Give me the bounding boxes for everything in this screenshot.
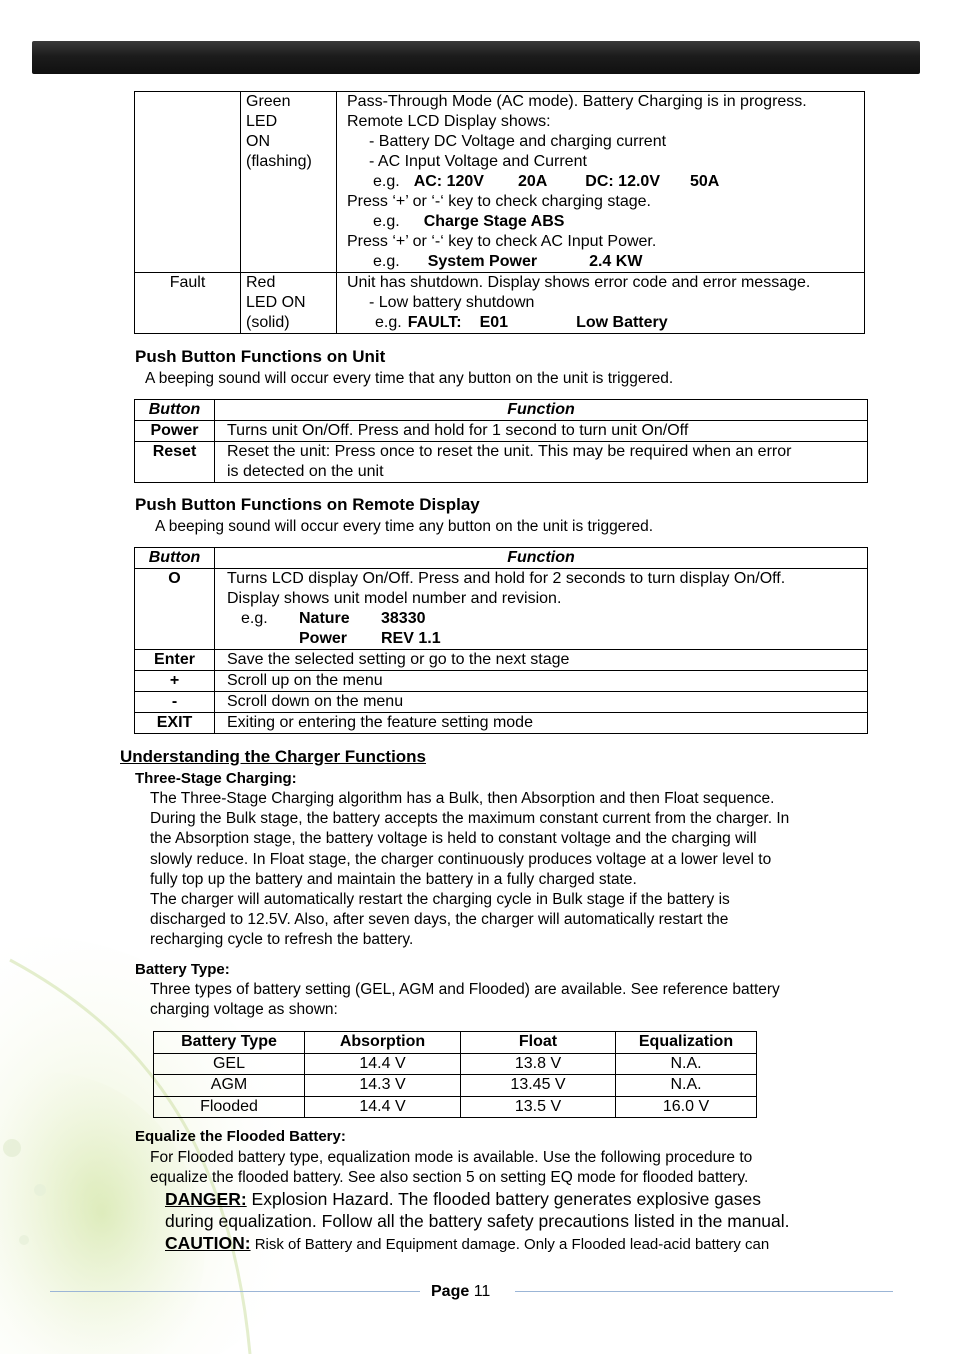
example-value: Low Battery [576,314,668,331]
description-line: Remote LCD Display shows: [347,113,551,130]
function-line: Turns LCD display On/Off. Press and hold for 2 seconds to turn display On/Off. [227,570,786,587]
example-line [347,313,859,333]
column-header: Function [215,548,868,569]
table-row [135,692,868,713]
three-stage-heading: Three-Stage Charging: [135,770,297,787]
paragraph-line: the Absorption stage, the battery voltage is held to constant voltage and the charging will [150,830,757,848]
description-line: Unit has shutdown. Display shows error code and error message. [347,274,811,291]
footer-divider-right [515,1291,893,1292]
unit-buttons-table [134,399,868,483]
paragraph-line: fully top up the battery and maintain the battery in a fully charged state. [150,870,637,888]
charger-section-title: Understanding the Charger Functions [120,747,427,766]
example-line [347,212,859,232]
button-name-cell: Reset [135,442,215,483]
battery-voltage-table [153,1031,757,1118]
paragraph-line: For Flooded battery type, equalization mode is available. Use the following procedure to [150,1149,753,1166]
example-line [347,252,859,272]
paragraph-line: The Three-Stage Charging algorithm has a Bulk, then Absorption and then Float sequence. [150,790,775,807]
led-line: (flashing) [246,153,312,170]
function-cell: Scroll down on the menu [215,692,868,713]
page-number [431,1282,490,1302]
remote-buttons-heading: Push Button Functions on Remote Display [135,495,480,514]
example-value: 2.4 KW [589,253,643,270]
led-line: LED [246,113,278,130]
battery-type-paragraph [150,980,880,1020]
table-row [135,442,868,483]
table-row [135,650,868,671]
bullet-line: - Low battery shutdown [369,294,535,311]
equalize-paragraph [150,1148,880,1188]
example-prefix: e.g. [373,253,400,270]
led-line: (solid) [246,314,290,331]
page-label: Page [431,1283,470,1300]
remote-buttons-note: A beeping sound will occur every time any button on the unit is triggered. [155,518,654,535]
example-value: E01 [479,314,509,331]
warning-block [165,1188,885,1256]
table-cell: AGM [154,1075,305,1097]
function-line: Display shows unit model number and revision. [227,590,562,607]
unit-buttons-note: A beeping sound will occur every time that any button on the unit is triggered. [145,370,674,387]
button-name-cell: Enter [135,650,215,671]
status-led-table [134,91,865,334]
led-line: Red [246,274,276,291]
paragraph-line: Three types of battery setting (GEL, AGM and Flooded) are available. See reference battery [150,981,780,998]
table-row [135,273,865,334]
example-value: 20A [517,173,548,190]
table-cell: 13.8 V [461,1053,616,1075]
column-header: Absorption [305,1032,461,1054]
led-line: Green [246,93,291,110]
status-cell [135,92,241,273]
table-cell: 14.3 V [305,1075,461,1097]
table-row [135,421,868,442]
function-cell: Scroll up on the menu [215,671,868,692]
function-cell: Exiting or entering the feature setting mode [215,713,868,734]
table-row [154,1096,757,1118]
table-cell: 13.45 V [461,1075,616,1097]
button-name-cell: EXIT [135,713,215,734]
example-prefix: e.g. [373,173,400,190]
table-cell: N.A. [616,1075,757,1097]
status-cell: Fault [135,273,241,334]
column-header: Equalization [616,1032,757,1054]
example-value: FAULT: [407,314,462,331]
table-cell: 14.4 V [305,1053,461,1075]
led-cell [241,273,337,334]
description-line: Pass-Through Mode (AC mode). Battery Charging is in progress. [347,93,807,110]
table-row [135,671,868,692]
paragraph-line: charging voltage as shown: [150,1001,338,1019]
danger-label: DANGER: [165,1189,247,1209]
example-line [347,172,859,192]
button-name-cell: O [135,569,215,650]
button-name-cell: Power [135,421,215,442]
caution-label: CAUTION: [165,1233,251,1253]
table-row [154,1075,757,1097]
led-cell [241,92,337,273]
example-value: DC: 12.0V [585,173,660,190]
column-header: Button [135,548,215,569]
table-cell: GEL [154,1053,305,1075]
led-line: LED ON [246,294,306,311]
equalize-heading: Equalize the Flooded Battery: [135,1128,346,1145]
caution-text: Risk of Battery and Equipment damage. Only a Flooded lead-acid battery can [250,1236,770,1253]
example-value: 38330 [381,610,426,627]
example-value: REV 1.1 [381,630,441,647]
function-line: is detected on the unit [227,463,384,480]
button-name-cell: + [135,671,215,692]
danger-text: Explosion Hazard. The flooded battery generates explosive gases [246,1189,761,1209]
bullet-line: - AC Input Voltage and Current [369,153,587,170]
column-header: Battery Type [154,1032,305,1054]
danger-line [165,1188,885,1210]
bullet-line: - Battery DC Voltage and charging current [369,133,667,150]
function-line: Reset the unit: Press once to reset the unit. This may be required when an error [227,443,792,460]
table-header-row [154,1032,757,1054]
led-line: ON [246,133,270,150]
table-cell: 14.4 V [305,1096,461,1118]
table-row [135,92,865,273]
battery-type-heading: Battery Type: [135,961,230,978]
example-prefix: e.g. [375,314,402,331]
danger-line: during equalization. Follow all the battery safety precautions listed in the manual. [165,1211,790,1231]
header-bar [32,41,920,74]
function-cell [215,442,868,483]
table-cell: 13.5 V [461,1096,616,1118]
function-cell: Turns unit On/Off. Press and hold for 1 second to turn unit On/Off [215,421,868,442]
table-header-row [135,548,868,569]
table-row [154,1053,757,1075]
table-cell: 16.0 V [616,1096,757,1118]
caution-line [165,1232,885,1256]
remote-buttons-table [134,547,868,734]
paragraph-line: slowly reduce. In Float stage, the charger continuously produces voltage at a lower level to [150,850,772,868]
paragraph-line: The charger will automatically restart the charging cycle in Bulk stage if the battery is [150,891,730,909]
paragraph-line: During the Bulk stage, the battery accepts the maximum constant current from the charger. In [150,810,790,828]
footer-divider-left [50,1291,420,1292]
example-line [227,609,862,629]
paragraph-line: recharging cycle to refresh the battery. [150,931,414,949]
example-prefix: e.g. [241,610,268,627]
column-header: Function [215,400,868,421]
function-cell [215,569,868,650]
page-number-value: 11 [473,1283,491,1300]
example-line [227,629,862,649]
column-header: Button [135,400,215,421]
example-value: Charge Stage ABS [423,213,565,230]
table-row [135,569,868,650]
description-line: Press ‘+’ or ‘-‘ key to check charging stage. [347,193,651,210]
table-row [135,713,868,734]
paragraph-line: discharged to 12.5V. Also, after seven days, the charger will automatically restart the [150,911,729,929]
example-value: Nature [299,610,350,627]
paragraph-line: equalize the flooded battery. See also section 5 on setting EQ mode for flooded battery. [150,1169,749,1187]
example-value: Power [299,630,348,647]
description-line: Press ‘+’ or ‘-‘ key to check AC Input Power. [347,233,657,250]
table-header-row [135,400,868,421]
button-name-cell: - [135,692,215,713]
description-cell [337,92,865,273]
example-value: AC: 120V [413,173,484,190]
unit-buttons-heading: Push Button Functions on Unit [135,347,386,366]
example-value: System Power [427,253,538,270]
example-value: 50A [690,173,720,190]
description-cell [337,273,865,334]
function-cell: Save the selected setting or go to the next stage [215,650,868,671]
table-cell: N.A. [616,1053,757,1075]
example-prefix: e.g. [373,213,400,230]
three-stage-paragraph [150,789,880,951]
column-header: Float [461,1032,616,1054]
table-cell: Flooded [154,1096,305,1118]
